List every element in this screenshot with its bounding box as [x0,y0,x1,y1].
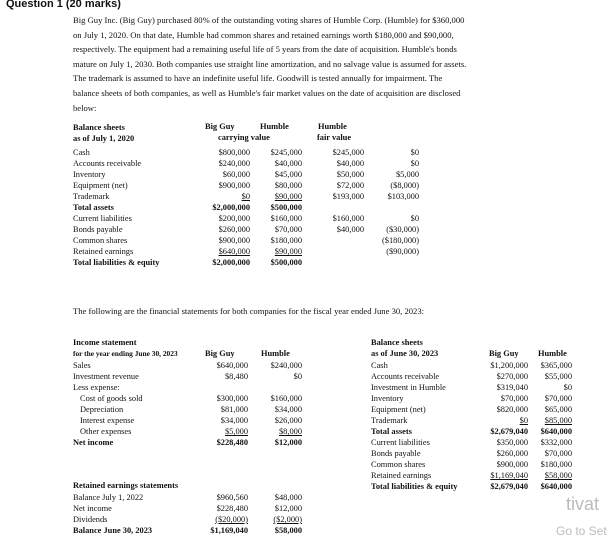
retained-humble-cell: $48,000 [274,493,302,502]
bs2023-humble-cell: $70,000 [544,449,572,458]
bs2023-label: Cash [371,361,388,370]
acq-label: Current liabilities [73,214,132,223]
acq-humble-cell: $40,000 [274,159,302,168]
income-humble-col [252,360,302,448]
acq-header-carrying: carrying value [218,133,270,142]
bs2023-title-line2: as of June 30, 2023 [371,349,439,358]
retained-label: Dividends [73,515,108,524]
bs2023-humble-col [530,360,572,492]
acq-header-fair-value: fair value [317,133,352,142]
bs2023-title-line1: Balance sheets [371,338,423,347]
acq-bigguy-cell: $800,000 [218,148,250,157]
acq-fv-cell: $40,000 [336,159,364,168]
income-humble-cell: $160,000 [270,394,302,403]
bs2023-humble-cell: $55,000 [544,372,572,381]
acq-fv-cell: $40,000 [336,225,364,234]
income-label: Depreciation [80,405,124,414]
acq-bigguy-cell: $900,000 [218,236,250,245]
acq-humble-cell: $160,000 [270,214,302,223]
income-bigguy-cell: $640,000 [216,361,248,370]
income-bigguy-cell: $300,000 [216,394,248,403]
income-bigguy-cell: $34,000 [220,416,248,425]
acq-label: Total liabilities & equity [73,258,160,267]
income-bigguy-cell: $5,000 [224,427,248,436]
income-bigguy-cell: $228,480 [216,438,248,447]
acq-humble-cell: $90,000 [274,192,302,201]
bs2023-humble-cell: $332,000 [540,438,572,447]
retained-humble-cell: ($2,000) [273,515,302,524]
acq-fv-cell: $72,000 [336,181,364,190]
acq-label: Accounts receivable [73,159,142,168]
acq-header-humble-fv: Humble [318,122,347,131]
acq-bigguy-col [198,147,250,268]
question-paragraph: Big Guy Inc. (Big Guy) purchased 80% of the outstanding voting shares of Humble Corp. (Humble) for $360,000 on July 1, 2020. On that date, Humble had common shares and retained earnings worth $180,000 and $90,000, respectively. The equipment had a remaining useful life of 5 years from the date of acquisition. Humble's bonds mature on July 1, 2030. Both companies use straight line amortization, and no salvage value is assumed for assets. The trademark is assumed to have an indefinite useful life. Goodwill is tested annually for impairment. The balance sheets of both companies, as well as Humble's fair market values on the date of acquisition are disclosed below: [73,15,467,113]
acq-humble-cell: $90,000 [274,247,302,256]
bs2023-bigguy-cell: $1,169,040 [490,471,528,480]
income-header-bigguy: Big Guy [205,349,235,358]
bs2023-label: Common shares [371,460,426,469]
income-subtitle: for the year ending June 30, 2023 [73,349,178,358]
income-label: Less expense: [73,383,120,392]
bs2023-label: Inventory [371,394,404,403]
acq-diff-cell: $0 [410,214,419,223]
income-humble-cell: $26,000 [274,416,302,425]
acq-diff-cell: $5,000 [395,170,419,179]
acq-title-line1: Balance sheets [73,123,125,132]
bs2023-humble-cell: $180,000 [540,460,572,469]
acq-bigguy-cell: $900,000 [218,181,250,190]
acq-bigguy-cell: $260,000 [218,225,250,234]
acq-humble-cell: $80,000 [274,181,302,190]
income-humble-cell: $12,000 [274,438,302,447]
bs2023-label: Investment in Humble [371,383,446,392]
bs2023-bigguy-cell: $70,000 [500,394,528,403]
acq-diff-cell: $0 [410,159,419,168]
retained-humble-cell: $58,000 [274,526,302,535]
acq-bigguy-cell: $200,000 [218,214,250,223]
income-bigguy-cell: $8,480 [224,372,248,381]
bs2023-header-bigguy: Big Guy [489,349,519,358]
acq-bigguy-cell: $0 [241,192,250,201]
bs2023-bigguy-cell: $1,200,000 [490,361,528,370]
bs2023-label: Retained earnings [371,471,432,480]
income-label: Net income [73,438,114,447]
retained-bigguy-cell: $960,560 [216,493,248,502]
acq-difference-col [366,147,419,257]
income-label: Investment revenue [73,372,139,381]
bs2023-bigguy-cell: $900,000 [496,460,528,469]
acq-label: Bonds payable [73,225,123,234]
activation-watermark-line2: Go to Set [556,524,607,538]
acq-humble-col [252,147,302,268]
income-label: Other expenses [80,427,132,436]
acq-label: Equipment (net) [73,181,128,190]
retained-label: Net income [73,504,112,513]
bs2023-humble-cell: $640,000 [540,427,572,436]
acq-humble-cell: $245,000 [270,148,302,157]
income-label: Cost of goods sold [80,394,143,403]
acq-diff-cell: ($180,000) [382,236,419,245]
retained-bigguy-cell: ($20,000) [215,515,248,524]
acq-labels [73,147,193,268]
acq-fv-cell: $160,000 [332,214,364,223]
acq-bigguy-cell: $2,000,000 [212,203,250,212]
income-humble-cell: $8,000 [278,427,302,436]
acq-fv-cell: $193,000 [332,192,364,201]
acq-label: Common shares [73,236,128,245]
income-humble-cell: $34,000 [274,405,302,414]
bs2023-label: Total assets [371,427,412,436]
income-header-humble: Humble [261,349,290,358]
question-title: Question 1 (20 marks) [6,0,121,10]
acq-humble-cell: $500,000 [270,258,302,267]
acq-title-line2: as of July 1, 2020 [73,134,135,143]
bs2023-humble-cell: $58,000 [544,471,572,480]
bs2023-label: Total liabilities & equity [371,482,458,491]
bs2023-label: Accounts receivable [371,372,440,381]
bs2023-label: Trademark [371,416,408,425]
acq-humble-cell: $180,000 [270,236,302,245]
acq-bigguy-cell: $240,000 [218,159,250,168]
bs2023-humble-cell: $85,000 [544,416,572,425]
retained-bigguy-col [198,492,248,536]
acq-humble-cell: $500,000 [270,203,302,212]
bs2023-header-humble: Humble [538,349,567,358]
bs2023-humble-cell: $70,000 [544,394,572,403]
acq-fv-cell: $245,000 [332,148,364,157]
bs2023-bigguy-cell: $2,679,040 [490,482,528,491]
bs2023-bigguy-cell: $319,040 [496,383,528,392]
acq-bigguy-cell: $60,000 [222,170,250,179]
acq-bigguy-cell: $2,000,000 [212,258,250,267]
bs2023-label: Current liabilities [371,438,430,447]
bs2023-bigguy-cell: $0 [519,416,528,425]
income-bigguy-cell: $81,000 [220,405,248,414]
acq-humble-cell: $45,000 [274,170,302,179]
income-label: Sales [73,361,91,370]
retained-labels [73,492,198,536]
acq-diff-cell: ($90,000) [386,247,419,256]
retained-label: Balance July 1, 2022 [73,493,144,502]
bs2023-label: Equipment (net) [371,405,426,414]
retained-humble-col [252,492,302,536]
income-labels [73,360,198,448]
acq-diff-cell: $103,000 [387,192,419,201]
bs2023-bigguy-cell: $270,000 [496,372,528,381]
acq-diff-cell: ($8,000) [390,181,419,190]
income-bigguy-col [198,360,248,448]
bs2023-label: Bonds payable [371,449,421,458]
acq-label: Trademark [73,192,110,201]
income-title: Income statement [73,338,137,347]
bs2023-bigguy-cell: $350,000 [496,438,528,447]
bs2023-bigguy-cell: $260,000 [496,449,528,458]
retained-bigguy-cell: $1,169,040 [210,526,248,535]
bs2023-humble-cell: $640,000 [540,482,572,491]
acq-diff-cell: ($30,000) [386,225,419,234]
acq-fairvalue-col [310,147,364,235]
acq-label: Inventory [73,170,106,179]
acq-header-humble: Humble [260,122,289,131]
bs2023-labels [371,360,481,492]
retained-label: Balance June 30, 2023 [73,526,153,535]
acq-diff-cell: $0 [410,148,419,157]
following-text: The following are the financial statements for both companies for the fiscal year ended June 30, 2023: [73,306,425,316]
acq-humble-cell: $70,000 [274,225,302,234]
retained-bigguy-cell: $228,480 [216,504,248,513]
activation-watermark-line1: tivat [566,494,600,514]
income-humble-cell: $0 [293,372,302,381]
acq-fv-cell: $50,000 [336,170,364,179]
bs2023-bigguy-cell: $2,679,040 [490,427,528,436]
bs2023-bigguy-col [470,360,528,492]
bs2023-humble-cell: $365,000 [540,361,572,370]
acq-label: Total assets [73,203,114,212]
income-humble-cell: $240,000 [270,361,302,370]
acq-label: Retained earnings [73,247,134,256]
bs2023-humble-cell: $65,000 [544,405,572,414]
acq-label: Cash [73,148,90,157]
bs2023-humble-cell: $0 [563,383,572,392]
bs2023-bigguy-cell: $820,000 [496,405,528,414]
retained-humble-cell: $12,000 [274,504,302,513]
retained-title: Retained earnings statements [73,481,179,490]
acq-bigguy-cell: $640,000 [218,247,250,256]
acq-header-bigguy: Big Guy [205,122,235,131]
income-label: Interest expense [80,416,135,425]
